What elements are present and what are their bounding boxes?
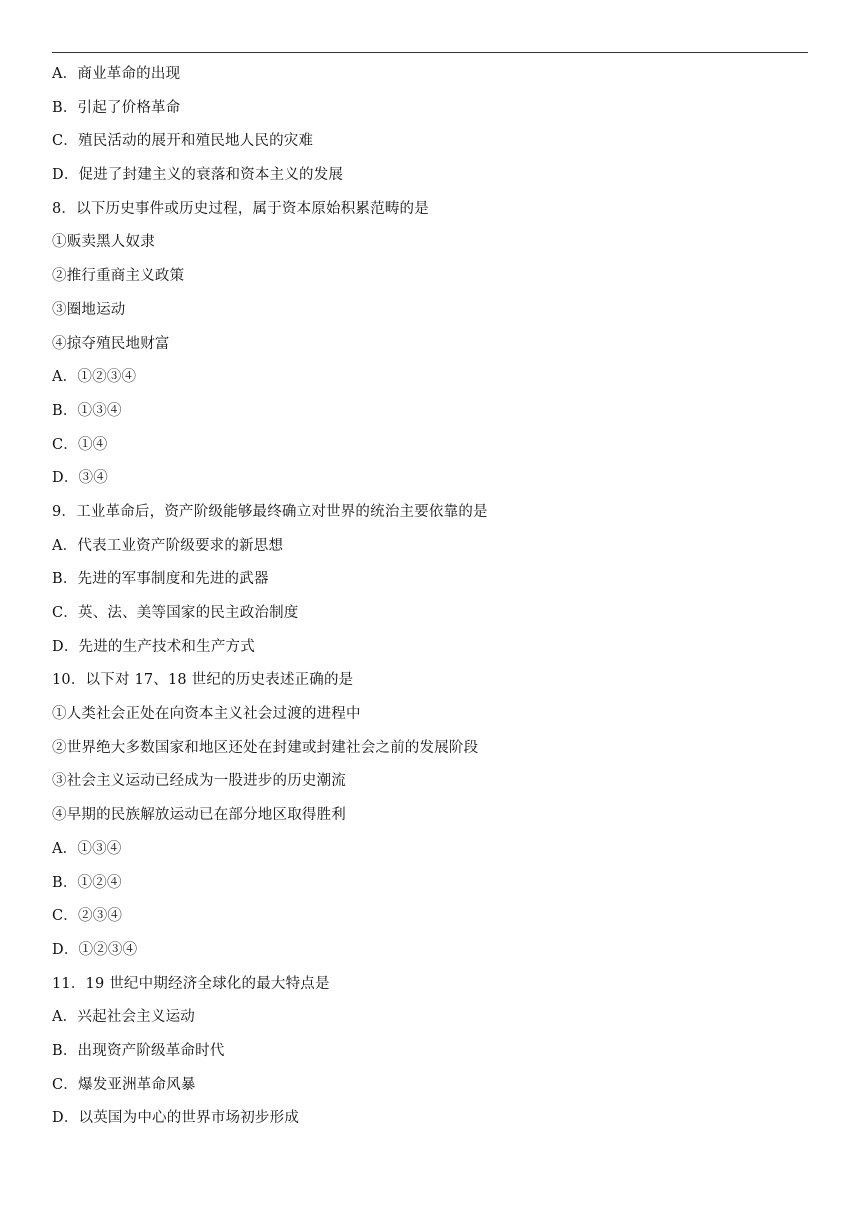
- option-line: A．商业革命的出现: [52, 66, 181, 82]
- question-9: 9．工业革命后，资产阶级能够最终确立对世界的统治主要依靠的是: [52, 503, 488, 520]
- option-line: C．①④: [52, 436, 108, 453]
- option-line: B．①②④: [52, 874, 122, 891]
- option-line: D．先进的生产技术和生产方式: [52, 638, 255, 655]
- option-line: B．引起了价格革命: [52, 99, 181, 116]
- option-line: B．出现资产阶级革命时代: [52, 1042, 225, 1059]
- option-line: C．②③④: [52, 908, 123, 925]
- document-body: [52, 58, 808, 1136]
- question-11: 11．19 世纪中期经济全球化的最大特点是: [52, 975, 330, 992]
- option-line: A．①②③④: [52, 369, 137, 386]
- statement-line: ③圈地运动: [52, 301, 126, 318]
- statement-line: ②世界绝大多数国家和地区还处在封建或封建社会之前的发展阶段: [52, 739, 479, 756]
- option-line: B．先进的军事制度和先进的武器: [52, 571, 269, 588]
- statement-line: ④掠夺殖民地财富: [52, 335, 170, 352]
- option-line: C．英、法、美等国家的民主政治制度: [52, 605, 299, 621]
- statement-line: ①人类社会正处在向资本主义社会过渡的进程中: [52, 706, 361, 723]
- option-line: A．代表工业资产阶级要求的新思想: [52, 537, 284, 554]
- option-line: B．①③④: [52, 402, 122, 419]
- option-line: C．殖民活动的展开和殖民地人民的灾难: [52, 133, 314, 150]
- option-line: D．促进了封建主义的衰落和资本主义的发展: [52, 167, 344, 184]
- option-line: C．爆发亚洲革命风暴: [52, 1076, 196, 1093]
- statement-line: ②推行重商主义政策: [52, 268, 185, 285]
- statement-line: ①贩卖黑人奴隶: [52, 234, 155, 251]
- option-line: D．①②③④: [52, 941, 138, 958]
- header-rule: [52, 52, 808, 53]
- option-line: D．以英国为中心的世界市场初步形成: [52, 1110, 300, 1127]
- question-10: 10．以下对 17、18 世纪的历史表述正确的是: [52, 672, 354, 689]
- statement-line: ④早期的民族解放运动已在部分地区取得胜利: [52, 807, 346, 824]
- option-line: D．③④: [52, 470, 108, 487]
- question-8: 8．以下历史事件或历史过程，属于资本原始积累范畴的是: [52, 200, 429, 217]
- option-line: A．兴起社会主义运动: [52, 1009, 195, 1026]
- option-line: A．①③④: [52, 840, 122, 857]
- statement-line: ③社会主义运动已经成为一股进步的历史潮流: [52, 773, 346, 790]
